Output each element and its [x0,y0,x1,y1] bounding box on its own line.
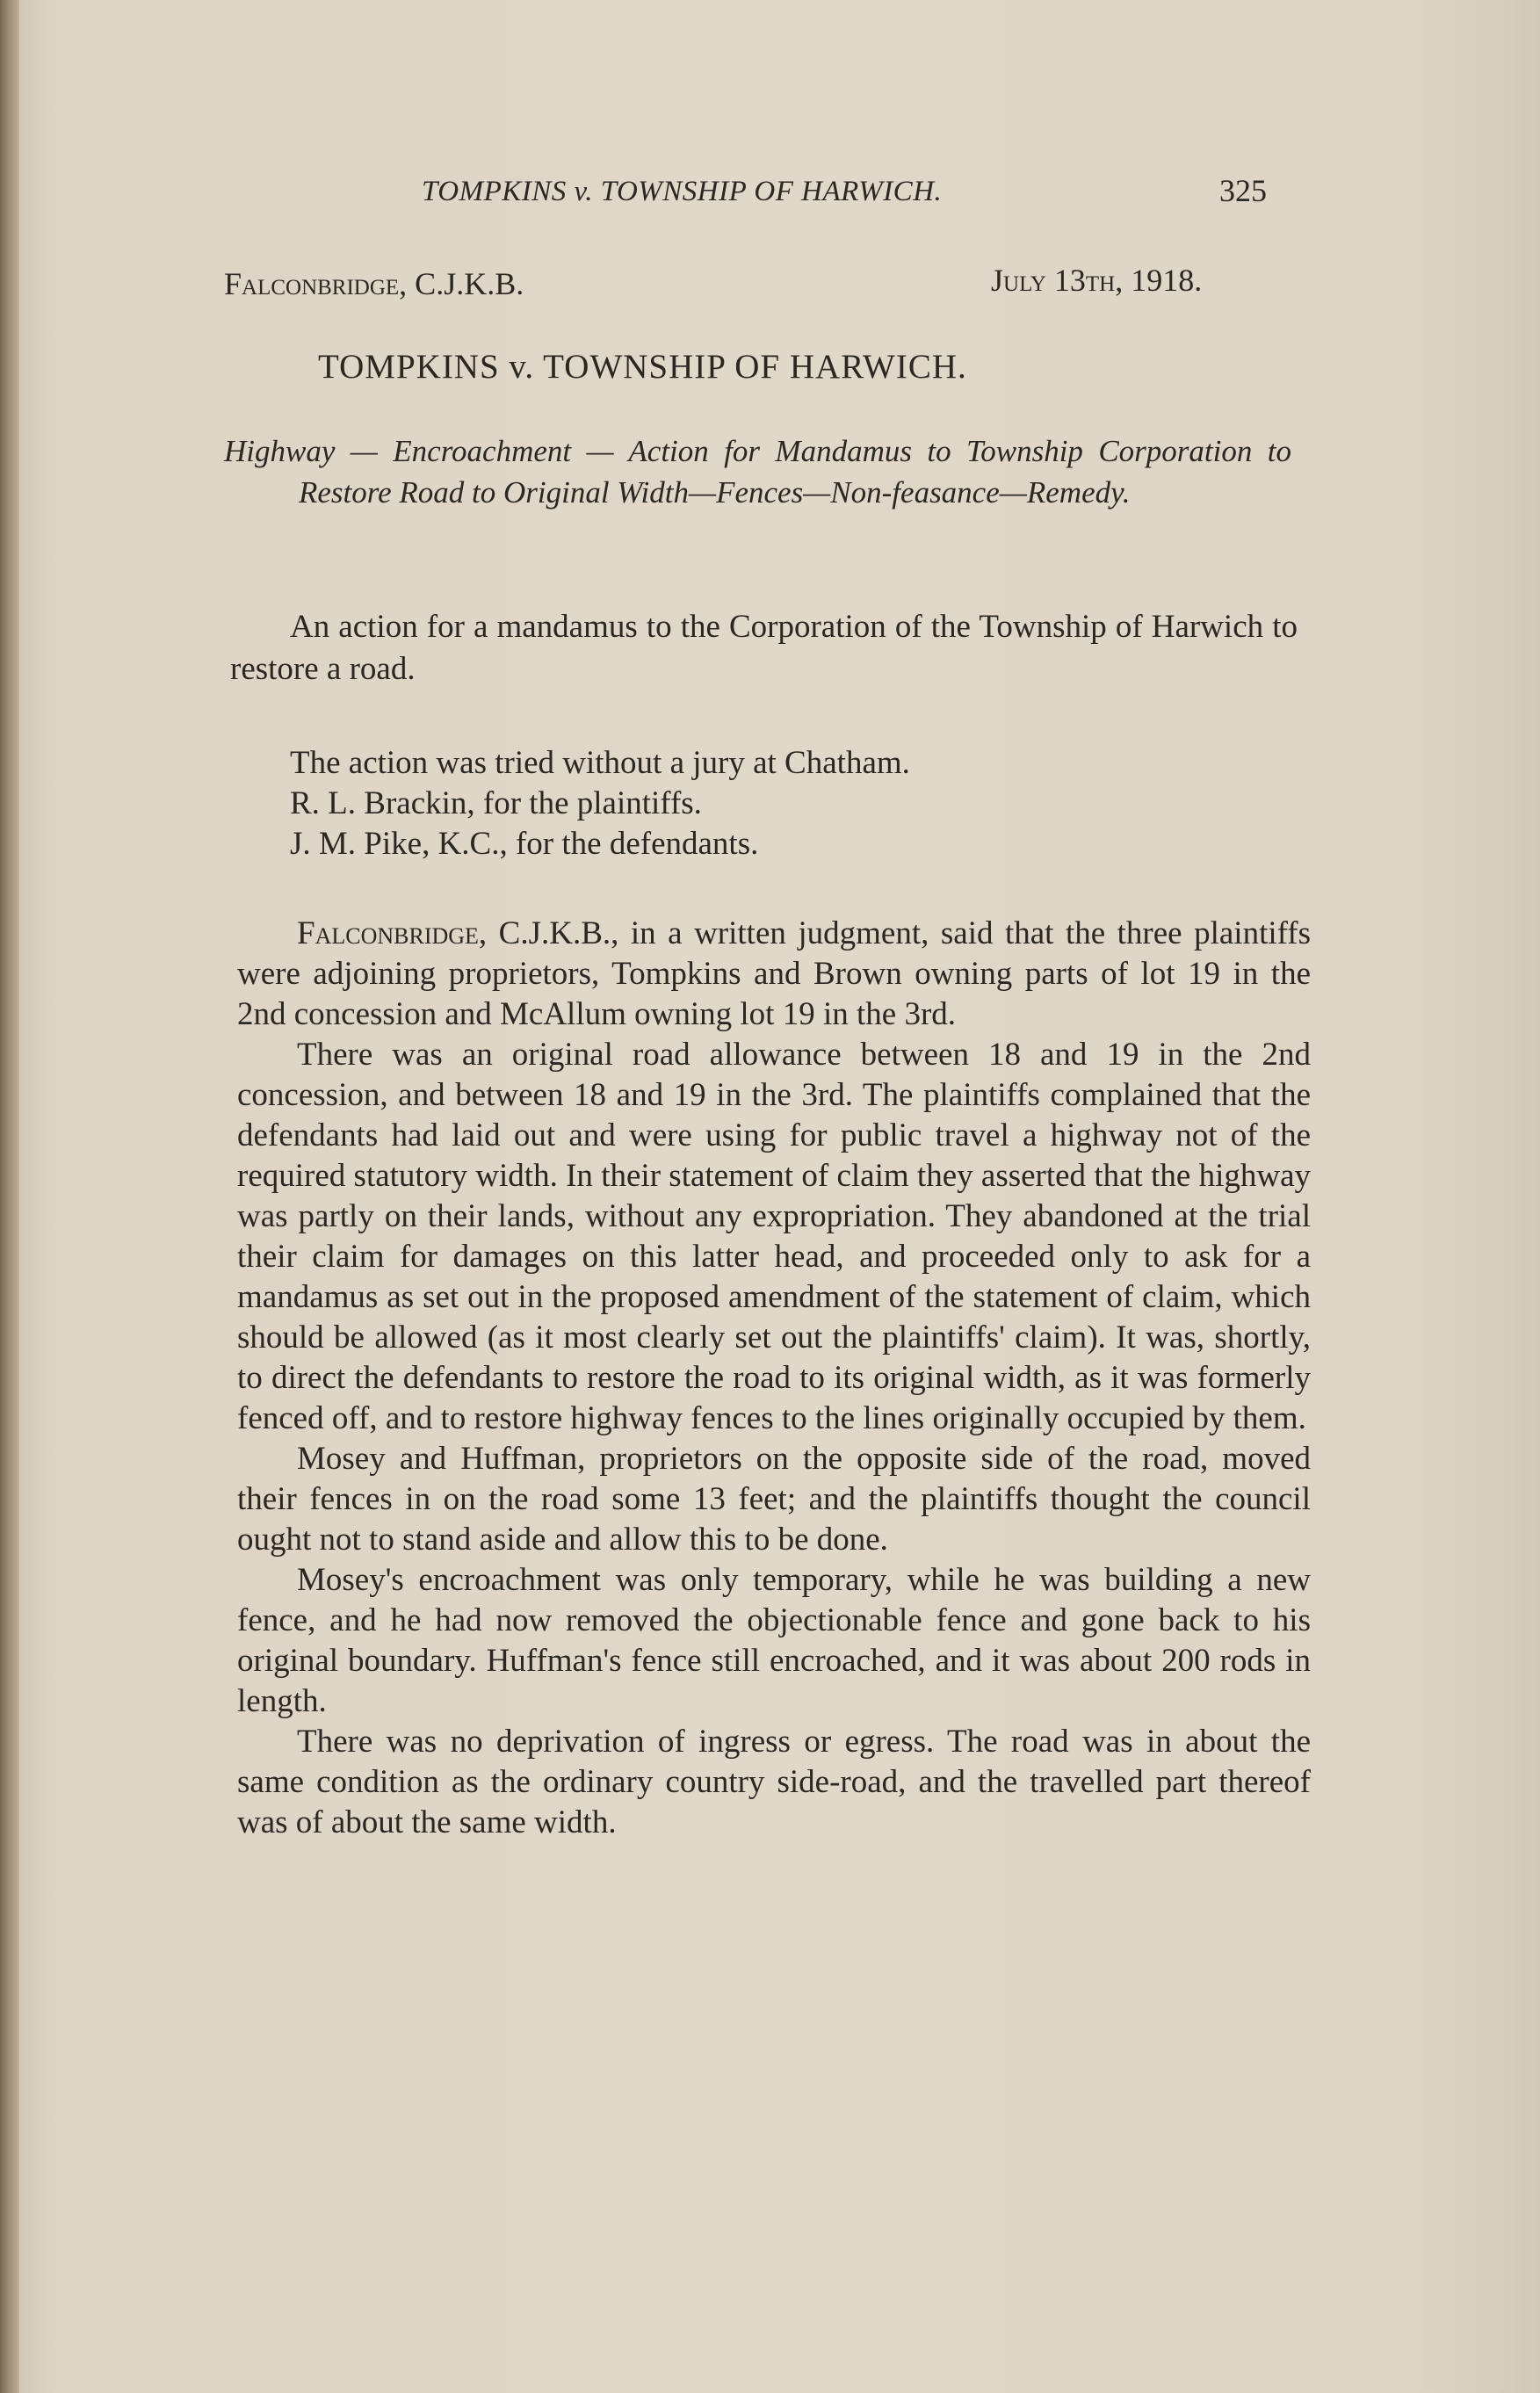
intro [230,606,1298,690]
page-number: 325 [1219,173,1267,208]
running-head: TOMPKINS v. TOWNSHIP OF HARWICH. [422,176,943,207]
headnote-text: Highway — Encroachment — Action for Mandamus to Township Corporation to Restore Road to Original Width—Fences—Non-feasance—Remedy. [224,434,1291,510]
judgment-paragraph: Mosey and Huffman, proprietors on the opposite side of the road, moved their fences in on the road some 13 feet; and the plaintiffs thought the council ought not to stand aside and allow this to be done. [237,1441,1311,1558]
decision-date: July 13th, 1918. [991,263,1203,298]
judgment [237,914,1311,1843]
binding-edge [0,0,19,2393]
judgment-paragraph: Mosey's encroachment was only temporary, while he was building a new fence, and he had now removed the objectionable fence and gone back to his original boundary. Huffman's fence still encroached, and it was about 200 rods in length. [237,1562,1311,1719]
headnote [224,430,1291,513]
judgment-paragraph [237,914,1311,1035]
trial-info [290,743,1291,864]
intro-text: An action for a mandamus to the Corporation of the Township of Harwich to restore a road. [230,609,1298,687]
judgment-judge-name: Falconbridge [297,915,479,951]
trial-venue: The action was tried without a jury at Chatham. [290,745,910,781]
defendant-counsel: J. M. Pike, K.C., for the defendants. [290,826,759,862]
judgment-paragraph: There was an original road allowance between 18 and 19 in the 2nd concession, and between 18 and 19 in the 3rd. The plaintiffs complained that the defendants had laid out and were using for public travel a highway not of the required statutory width. In their statement of claim they asserted that the highway was partly on their lands, without any expropriation. They abandoned at the trial their claim for damages on this latter head, and proceeded only to ask for a mandamus as set out in the proposed amendment of the statement of claim, which should be allowed (as it most clearly set out the plaintiffs' claim). It was, shortly, to direct the defendants to restore the road to its original width, as it was formerly fenced off, and to restore highway fences to the lines originally occupied by them. [237,1037,1311,1436]
plaintiff-counsel: R. L. Brackin, for the plaintiffs. [290,785,702,821]
judgment-paragraph: There was no deprivation of ingress or egress. The road was in about the same condition as the ordinary country side-road, and the travelled part thereof was of about the same width. [237,1724,1311,1840]
judgment-paragraph-1-text: , C.J.K.B., in a written judgment, said that the three plaintiffs were adjoining proprietors, Tompkins and Brown owning parts of lot 19 in the 2nd concession and McAllum owning lot 19 in the 3rd. [237,915,1311,1032]
court-judge: Falconbridge, C.J.K.B. [224,266,524,301]
case-title: TOMPKINS v. TOWNSHIP OF HARWICH. [318,348,967,386]
